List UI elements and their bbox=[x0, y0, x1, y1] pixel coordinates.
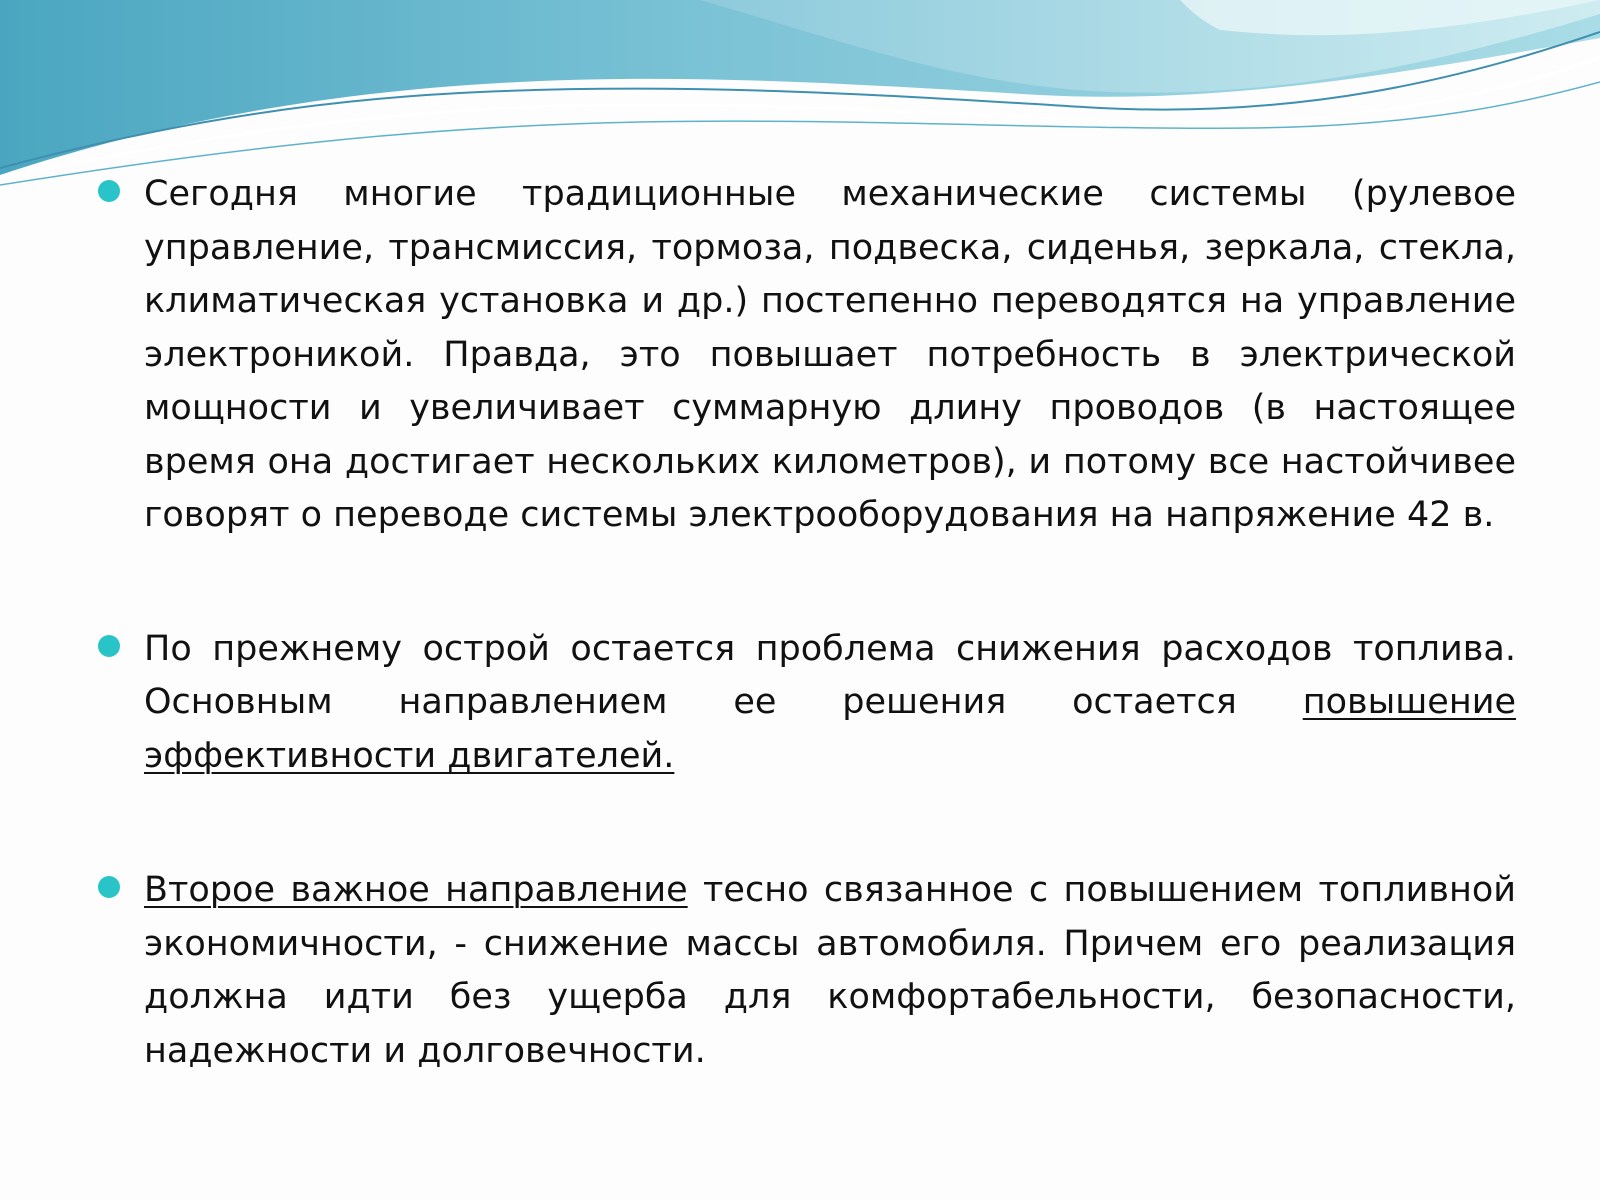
bullet-item bbox=[96, 864, 1516, 1078]
bullet-text-plain: тесно связанное с повышением топливной экономичности, - снижение массы автомобиля. Причем его реализация должна идти без ущерба для комфортабельности, безопасности, надежности и долговечности. bbox=[144, 870, 1516, 1071]
bullet-dot-icon bbox=[98, 876, 120, 898]
bullet-dot-icon bbox=[98, 635, 120, 657]
bullet-text: Сегодня многие традиционные механические системы (рулевое управление, трансмиссия, тормоза, подвеска, сиденья, зеркала, стекла, климатическая установка и др.) постепенно переводятся на управление электроникой. Правда, это повышает потребность в электрической мощности и увеличивает суммарную длину проводов (в настоящее время она достигает нескольких километров), и потому все настойчивее говорят о переводе системы электрооборудования на напряжение 42 в. bbox=[144, 174, 1516, 535]
bullet-text-plain: По прежнему острой остается проблема снижения расходов топлива. Основным направлением ее решения остается bbox=[144, 628, 1516, 722]
bullet-dot-icon bbox=[98, 180, 120, 202]
bullet-text-underlined: Второе важное направление bbox=[144, 870, 688, 910]
bullet-item bbox=[96, 168, 1516, 543]
bullet-text bbox=[144, 864, 1516, 1078]
bullet-list bbox=[96, 168, 1516, 1078]
bullet-item bbox=[96, 623, 1516, 784]
bullet-text bbox=[144, 623, 1516, 784]
bullet-text-underlined: повышение эффективности двигателей. bbox=[144, 682, 1516, 776]
